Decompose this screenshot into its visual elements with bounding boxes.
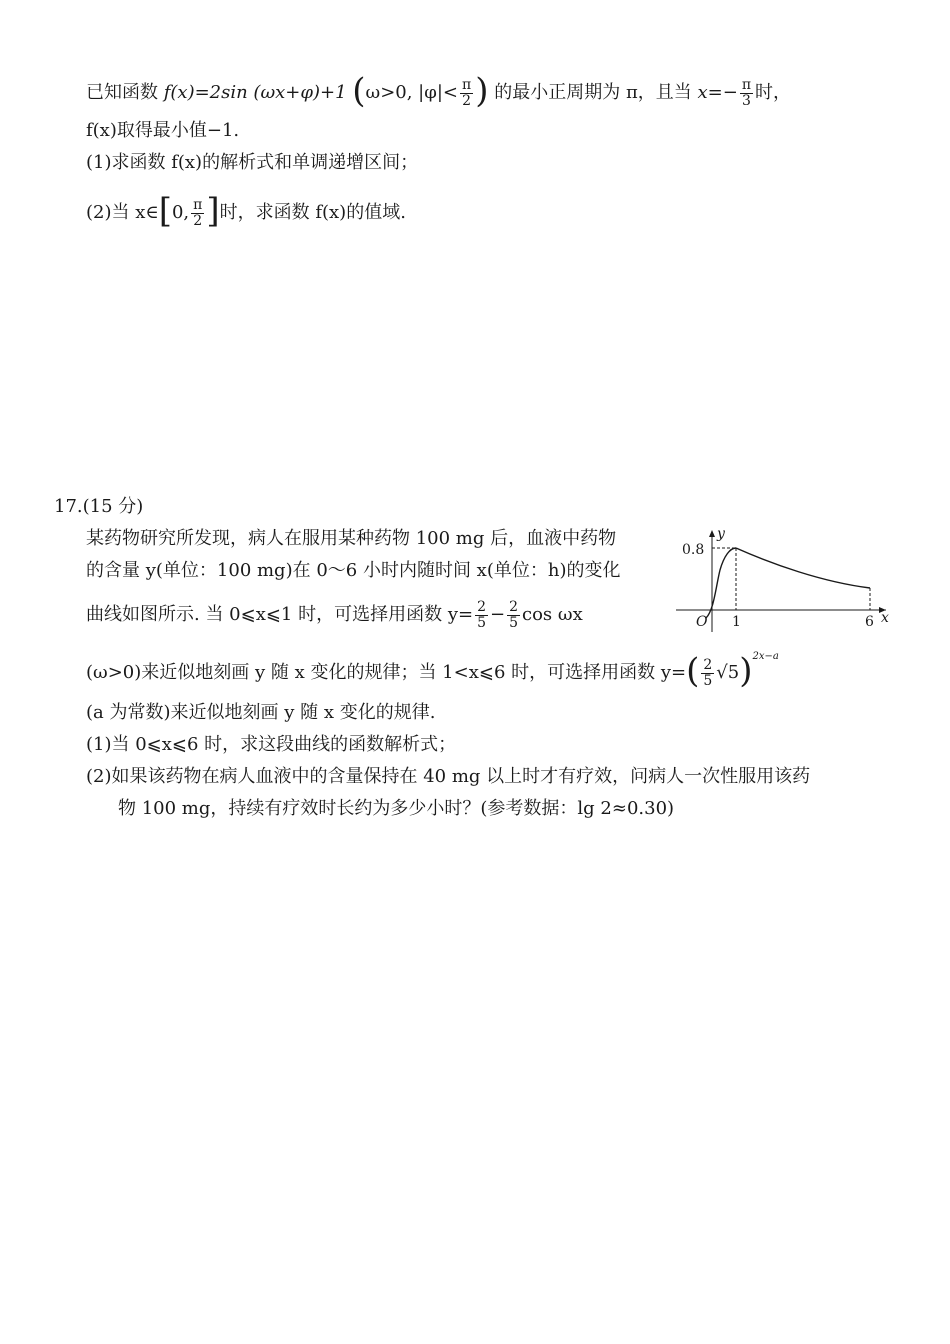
p17-line3-a: 曲线如图所示. 当 0⩽x⩽1 时，可选择用函数 y= — [86, 604, 474, 626]
p16-intro-e: 时， — [755, 82, 792, 103]
rise-curve — [706, 548, 736, 618]
y-tick-label: 0.8 — [682, 542, 705, 558]
p17-line2: 的含量 y(单位：100 mg)在 0～6 小时内随时间 x(单位：h)的变化 — [86, 560, 621, 581]
p17-sqrt5: √5 — [716, 662, 740, 683]
p17-q1: (1)当 0⩽x⩽6 时，求这段曲线的函数解析式； — [86, 734, 457, 755]
p17-line1: 某药物研究所发现，病人在服用某种药物 100 mg 后，血液中药物 — [86, 528, 617, 549]
p16-intro-d: x=− — [697, 82, 738, 103]
p17-frac-2-5-a: $\frac{2}{5}$ — [477, 599, 486, 631]
x-tick-label-1: 1 — [732, 614, 741, 630]
x-tick-label-6: 6 — [865, 614, 874, 630]
p16-frac-pi-2: $\frac{\pi}{2}$ — [462, 76, 472, 109]
y-axis-label: y — [717, 526, 725, 542]
p16-intro-a: 已知函数 — [86, 82, 164, 103]
drug-concentration-graph — [672, 526, 894, 636]
p16-q2-frac: $\frac{\pi}{2}$ — [193, 196, 203, 229]
p16-condition: ω>0, |φ|< — [365, 82, 459, 103]
p17-exponent: 2x−a — [752, 651, 779, 662]
decay-curve — [736, 548, 870, 588]
p17-q2-a: (2)如果该药物在病人血液中的含量保持在 40 mg 以上时才有疗效，问病人一次性服用该药 — [86, 766, 811, 787]
x-axis-label: x — [881, 610, 889, 626]
p16-line1: 已知函数 f(x)=2sin (ωx+φ)+1 (ω>0, |φ|< $\frac{\pi}{2}$ ) 的最小正周期为 π，且当 x=− $\frac{\pi}{3}$ 时， — [86, 71, 792, 111]
p16-q2-a: (2)当 x∈ — [86, 202, 159, 223]
origin-label: O — [696, 614, 708, 630]
p16-q2-b: 时，求函数 f(x)的值域. — [219, 202, 406, 223]
p17-line3-c: cos ωx — [522, 604, 583, 626]
p17-q2-b: 物 100 mg，持续有疗效时长约为多少小时？(参考数据：lg 2≈0.30) — [118, 798, 675, 819]
p17-line5: (a 为常数)来近似地刻画 y 随 x 变化的规律. — [86, 702, 436, 723]
p16-intro-c: 的最小正周期为 π，且当 — [494, 82, 698, 103]
p16-line2: f(x)取得最小值−1. — [86, 120, 240, 141]
p16-q2-interval: 0, — [171, 202, 190, 223]
p17-line3: 曲线如图所示. 当 0⩽x⩽1 时，可选择用函数 y= $\frac{2}{5}$ − $\frac{2}{5}$ cos ωx — [86, 599, 583, 631]
p17-line4-a: (ω>0)来近似地刻画 y 随 x 变化的规律；当 1<x⩽6 时，可选择用函数 y= — [86, 662, 687, 683]
y-axis-arrow — [709, 530, 715, 537]
p17-line4: (ω>0)来近似地刻画 y 随 x 变化的规律；当 1<x⩽6 时，可选择用函数 y=( $\frac{2}{5}$ √5)$^{2x-a}$ — [86, 651, 779, 691]
p16-frac-pi-3: $\frac{\pi}{3}$ — [741, 76, 752, 109]
p16-q1: (1)求函数 f(x)的解析式和单调递增区间； — [86, 152, 419, 173]
p16-function: f(x)=2sin (ωx+φ)+1 — [163, 82, 347, 103]
p17-frac-2-5-c: $\frac{2}{5}$ — [703, 656, 713, 689]
p16-q2: (2)当 x∈[0, $\frac{\pi}{2}$ ]时，求函数 f(x)的值域. — [86, 191, 406, 231]
p17-header: 17.(15 分) — [54, 496, 144, 517]
p17-frac-2-5-b: $\frac{2}{5}$ — [509, 599, 519, 631]
